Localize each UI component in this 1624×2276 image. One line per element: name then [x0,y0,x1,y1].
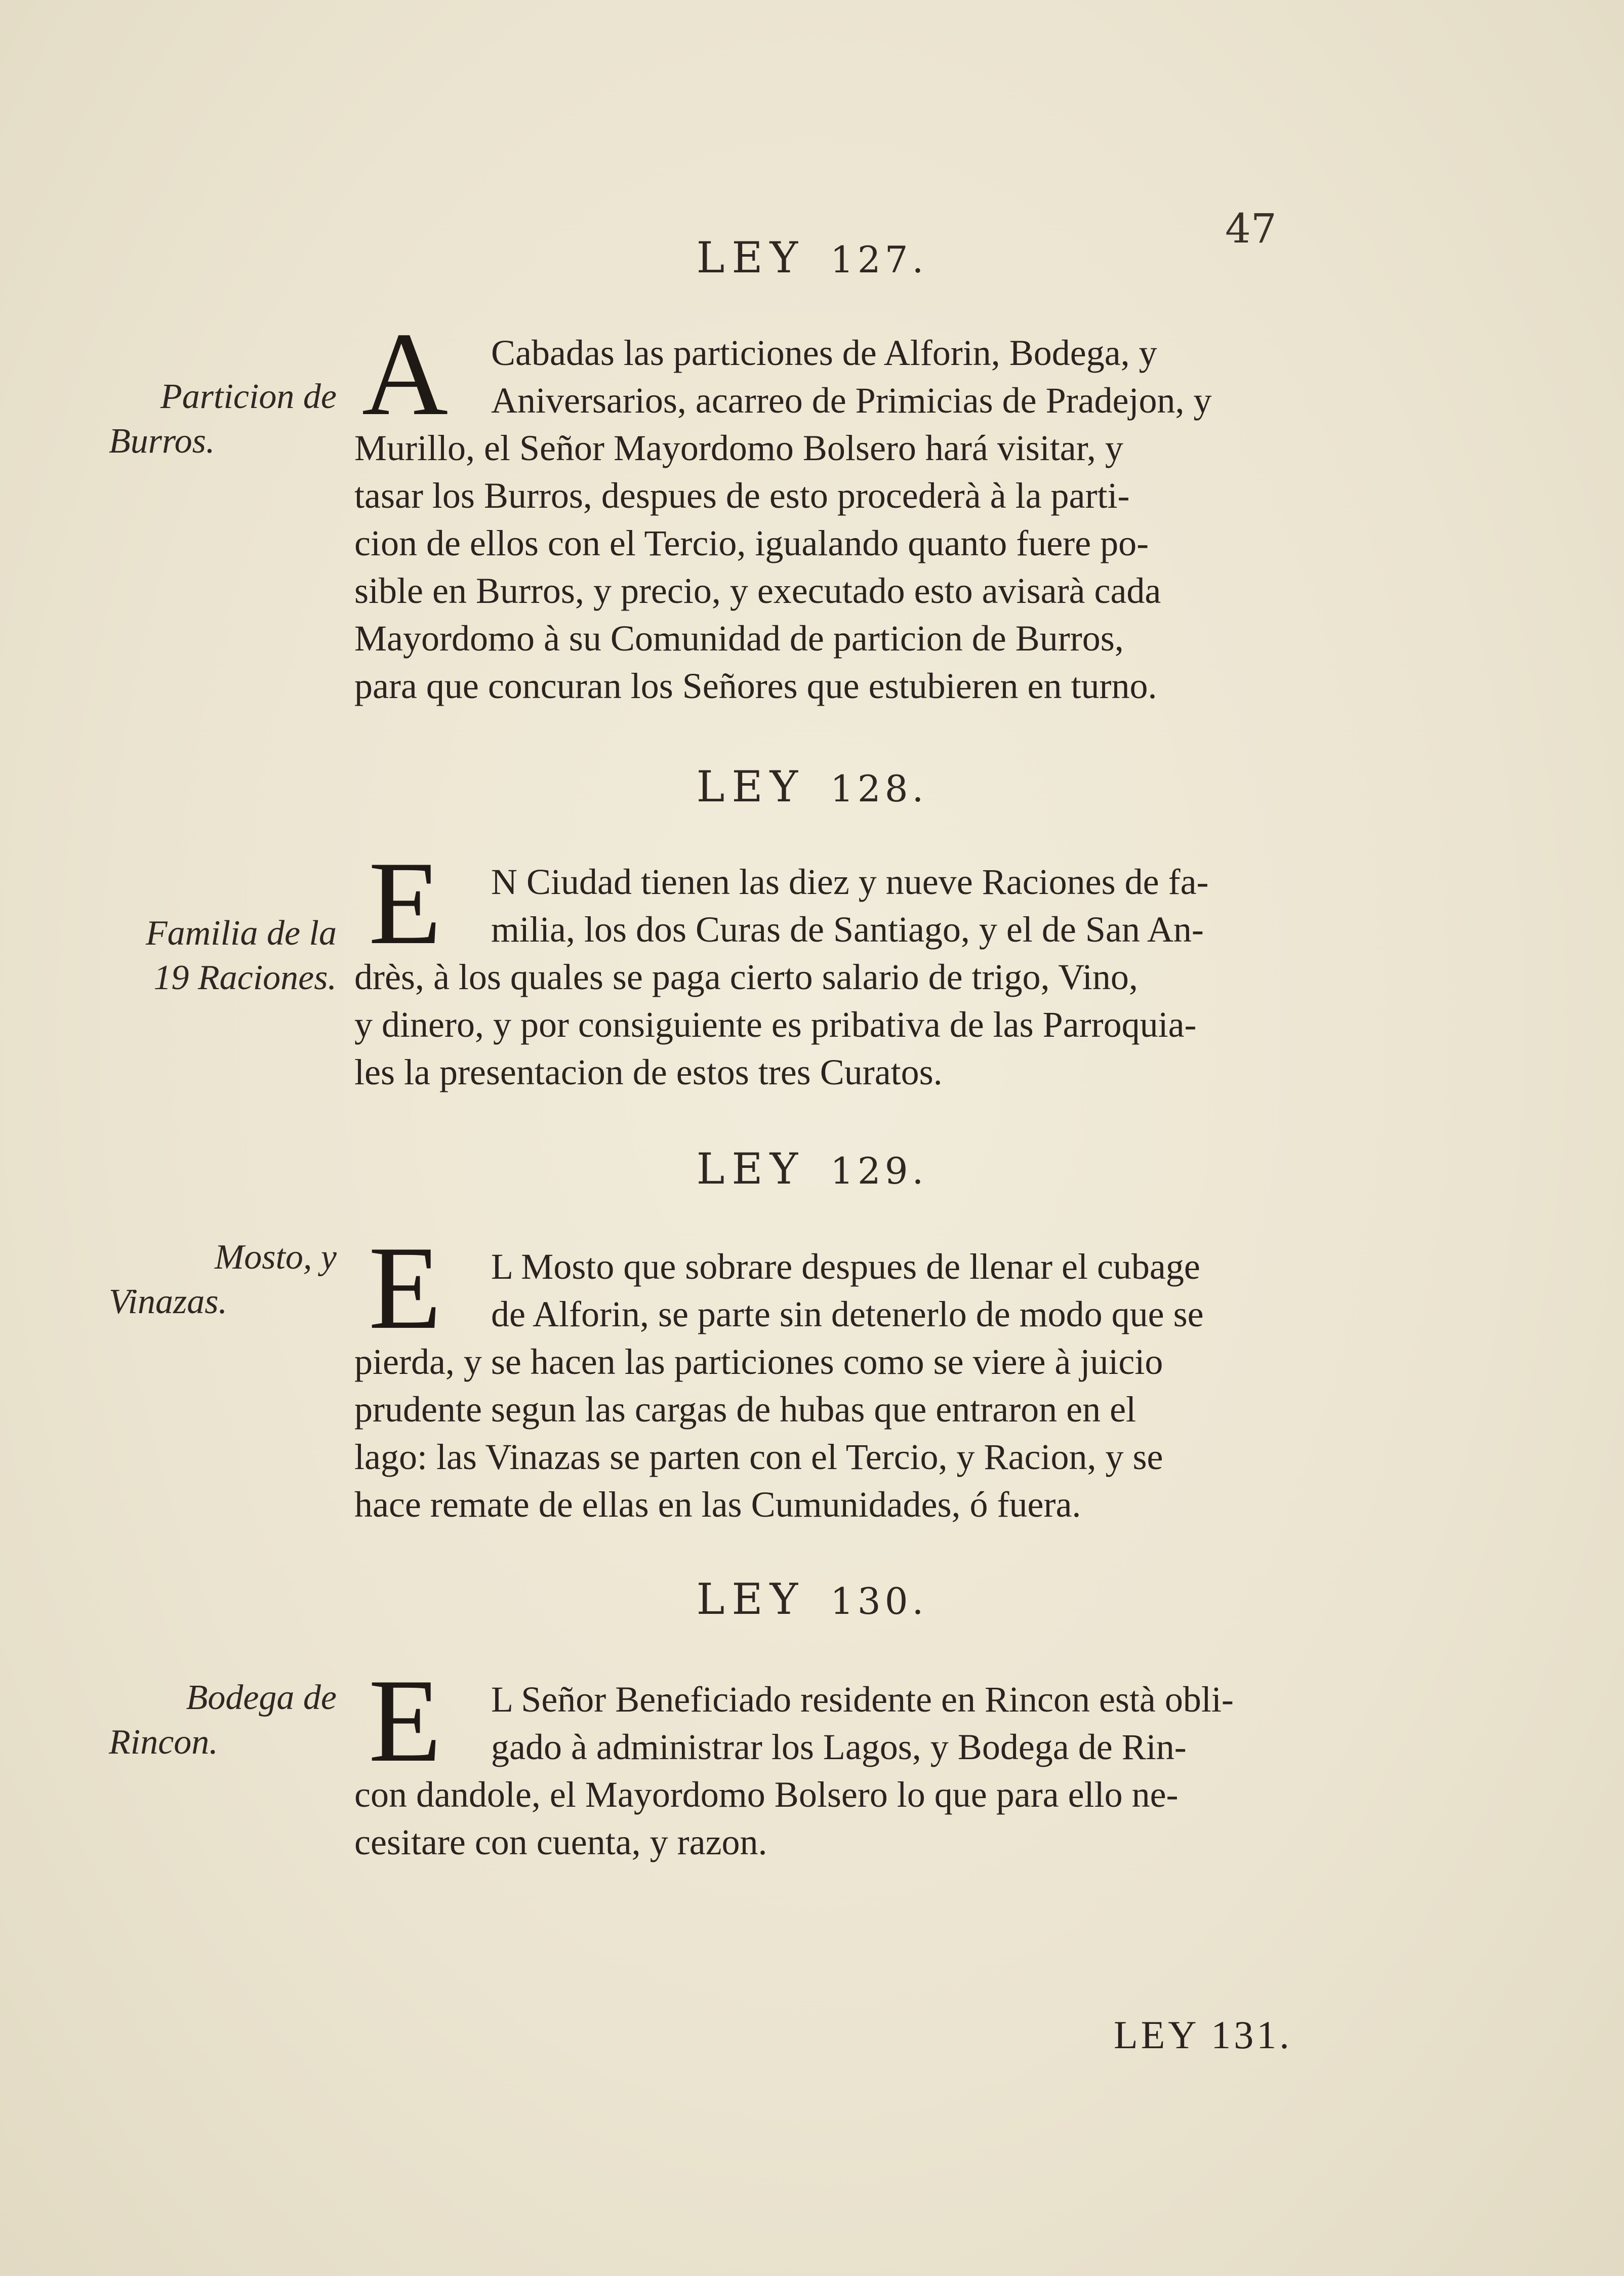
margin-note-line: Familia de la [145,914,337,953]
margin-note-line: Mosto, y [214,1238,337,1277]
text-line: les la presentacion de estos tres Curatos. [354,1052,943,1092]
page-number: 47 [1225,205,1277,252]
margin-note-line: Particion de [160,377,337,416]
drop-cap: A [361,308,449,440]
text-line: prudente segun las cargas de hubas que entraron en el [354,1389,1136,1430]
ley-heading-127 [0,233,1624,282]
ley-heading-number: 128. [830,767,928,810]
text-line: con dandole, el Mayordomo Bolsero lo que para ello ne- [354,1774,1179,1815]
ley-heading-word: LEY [696,1144,805,1194]
drop-cap: E [368,1655,442,1787]
text-line: y dinero, y por consiguiente es pribativa de las Parroquia- [354,1004,1197,1045]
ley-block-128 [354,837,1291,1096]
text-line: Cabadas las particiones de Alforin, Bodega, y [491,333,1157,373]
text-line: tasar los Burros, despues de esto procederà à la parti- [354,475,1130,516]
ley-heading-number: 130. [830,1580,928,1622]
ley-block-130 [354,1655,1291,1866]
ley-heading-word: LEY [696,762,805,811]
text-line: gado à administrar los Lagos, y Bodega de Rin- [491,1727,1187,1767]
text-line: sible en Burros, y precio, y executado esto avisarà cada [354,571,1161,611]
text-line: Mayordomo à su Comunidad de particion de Burros, [354,618,1124,659]
text-line: milia, los dos Curas de Santiago, y el de San An- [491,909,1204,950]
ley-heading-word: LEY [696,233,805,282]
text-line: pierda, y se hacen las particiones como se viere à juicio [354,1342,1163,1382]
text-line: lago: las Vinazas se parten con el Tercio, y Racion, y se [354,1437,1163,1477]
margin-note-129 [109,1235,337,1324]
margin-note-127 [109,375,337,464]
text-line: hace remate de ellas en las Cumunidades, ó fuera. [354,1484,1081,1525]
ley-heading-130 [0,1574,1624,1624]
text-line: Aniversarios, acarreo de Primicias de Pradejon, y [491,380,1212,421]
text-line: para que concuran los Señores que estubieren en turno. [354,666,1157,706]
margin-note-128 [109,911,337,1000]
text-line: cion de ellos con el Tercio, igualando quanto fuere po- [354,523,1149,563]
margin-note-line: Rincon. [109,1723,218,1762]
catchword: LEY 131. [1114,2013,1292,2057]
ley-heading-128 [0,762,1624,811]
margin-note-130 [109,1676,337,1765]
text-line: drès, à los quales se paga cierto salario de trigo, Vino, [354,957,1138,997]
margin-note-line: 19 Raciones. [153,958,337,997]
drop-cap: E [368,837,442,969]
ley-heading-number: 129. [830,1150,928,1192]
ley-block-129 [354,1222,1291,1528]
ley-paragraph [354,858,1291,1096]
text-line: L Mosto que sobrare despues de llenar el cubage [491,1246,1200,1287]
ley-block-127 [354,308,1291,710]
ley-paragraph [354,1243,1291,1528]
margin-note-line: Vinazas. [109,1282,227,1321]
ley-heading-129 [0,1144,1624,1194]
ley-paragraph [354,1676,1291,1866]
text-line: cesitare con cuenta, y razon. [354,1822,767,1862]
ley-heading-word: LEY [696,1574,805,1624]
drop-cap: E [368,1222,442,1354]
text-line: Murillo, el Señor Mayordomo Bolsero hará visitar, y [354,428,1123,468]
margin-note-line: Burros. [109,422,215,461]
text-line: N Ciudad tienen las diez y nueve Raciones de fa- [491,862,1209,902]
ley-heading-number: 127. [830,238,928,281]
text-line: L Señor Beneficiado residente en Rincon està obli- [491,1679,1234,1720]
text-line: de Alforin, se parte sin detenerlo de modo que se [491,1294,1204,1334]
ley-paragraph [354,329,1291,710]
margin-note-line: Bodega de [186,1678,337,1717]
